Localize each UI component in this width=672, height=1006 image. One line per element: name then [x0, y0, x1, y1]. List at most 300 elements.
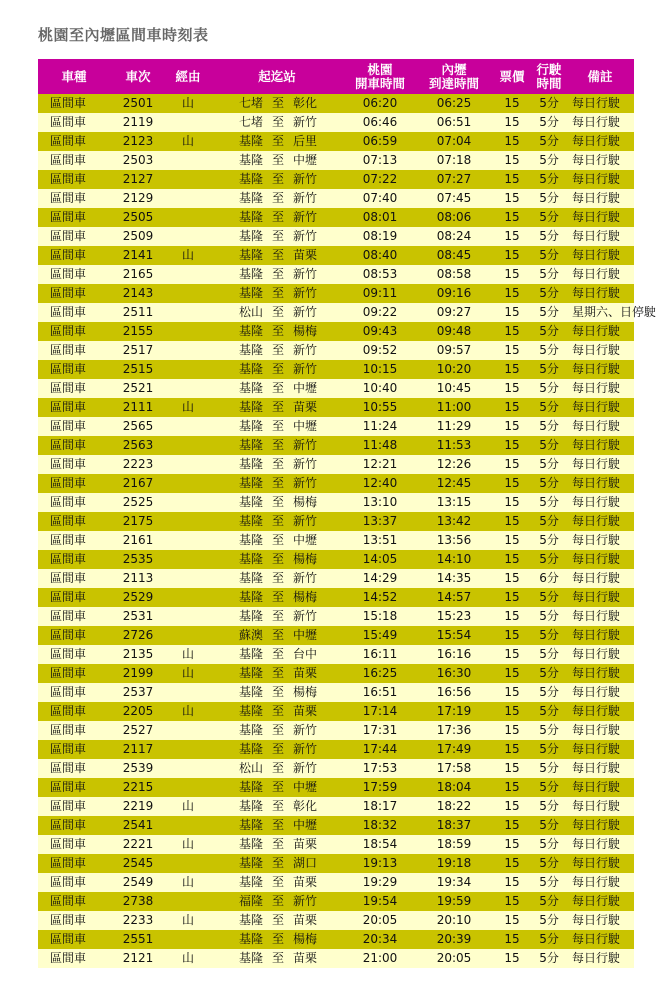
cell-fare: 15: [504, 856, 520, 870]
cell-duration: 5分: [539, 324, 559, 338]
cell-fare: 15: [504, 742, 520, 756]
cell-note: 每日行駛: [572, 628, 621, 642]
table-row: [38, 721, 634, 740]
cell-type: 區間車: [50, 818, 87, 832]
cell-separator: 至: [271, 742, 284, 756]
cell-from: 七堵: [238, 115, 263, 129]
cell-separator: 至: [271, 780, 284, 794]
cell-train-no: 2521: [122, 381, 154, 395]
cell-to: 楊梅: [293, 324, 318, 338]
cell-duration: 5分: [539, 932, 559, 946]
cell-via: 山: [181, 666, 194, 680]
cell-separator: 至: [271, 362, 284, 376]
cell-departure: 08:53: [362, 267, 398, 281]
cell-note: 每日行駛: [572, 742, 621, 756]
cell-via: [166, 930, 210, 949]
cell-via: [166, 417, 210, 436]
cell-train-no: 2551: [122, 932, 154, 946]
table-row: [38, 455, 634, 474]
cell-arrival: 17:58: [436, 761, 472, 775]
cell-via: [166, 626, 210, 645]
cell-arrival: 10:20: [436, 362, 472, 376]
cell-type: 區間車: [50, 533, 87, 547]
cell-separator: 至: [271, 495, 284, 509]
cell-departure: 19:13: [362, 856, 398, 870]
cell-duration: 5分: [539, 609, 559, 623]
cell-fare: 15: [504, 267, 520, 281]
cell-via: [166, 759, 210, 778]
cell-separator: 至: [271, 590, 284, 604]
cell-note: 每日行駛: [572, 932, 621, 946]
header-duration-line2: 時間: [536, 75, 562, 91]
cell-type: 區間車: [50, 894, 87, 908]
cell-departure: 14:05: [362, 552, 398, 566]
cell-departure: 10:55: [362, 400, 398, 414]
cell-note: 每日行駛: [572, 723, 621, 737]
cell-type: 區間車: [50, 305, 87, 319]
table-row: [38, 531, 634, 550]
cell-type: 區間車: [50, 96, 87, 110]
header-via: 經由: [175, 68, 201, 84]
header-row: [38, 59, 634, 94]
cell-type: 區間車: [50, 951, 87, 965]
cell-type: 區間車: [50, 799, 87, 813]
cell-arrival: 16:56: [436, 685, 472, 699]
cell-note: 每日行駛: [572, 210, 621, 224]
cell-from: 基隆: [238, 172, 263, 186]
cell-train-no: 2549: [122, 875, 154, 889]
cell-duration: 6分: [539, 571, 559, 585]
cell-duration: 5分: [539, 115, 559, 129]
cell-duration: 5分: [539, 761, 559, 775]
cell-separator: 至: [271, 419, 284, 433]
cell-from: 基隆: [238, 191, 263, 205]
cell-type: 區間車: [50, 552, 87, 566]
cell-arrival: 11:00: [436, 400, 472, 414]
header-fare: 票價: [499, 68, 525, 84]
cell-train-no: 2221: [122, 837, 154, 851]
cell-type: 區間車: [50, 343, 87, 357]
cell-type: 區間車: [50, 875, 87, 889]
cell-fare: 15: [504, 666, 520, 680]
table-row: [38, 835, 634, 854]
cell-fare: 15: [504, 400, 520, 414]
cell-departure: 08:19: [362, 229, 398, 243]
cell-arrival: 12:26: [436, 457, 472, 471]
cell-train-no: 2565: [122, 419, 154, 433]
cell-separator: 至: [271, 571, 284, 585]
cell-via: [166, 721, 210, 740]
cell-via: [166, 436, 210, 455]
cell-separator: 至: [271, 476, 284, 490]
header-duration: [532, 59, 566, 94]
cell-arrival: 20:10: [436, 913, 472, 927]
table-row: [38, 379, 634, 398]
cell-duration: 5分: [539, 362, 559, 376]
cell-duration: 5分: [539, 875, 559, 889]
cell-train-no: 2509: [122, 229, 154, 243]
table-row: [38, 664, 634, 683]
cell-duration: 5分: [539, 799, 559, 813]
cell-duration: 5分: [539, 856, 559, 870]
cell-arrival: 12:45: [436, 476, 472, 490]
cell-train-no: 2119: [122, 115, 154, 129]
cell-via: [166, 265, 210, 284]
table-row: [38, 170, 634, 189]
cell-train-no: 2531: [122, 609, 154, 623]
cell-duration: 5分: [539, 780, 559, 794]
table-row: [38, 493, 634, 512]
cell-separator: 至: [271, 514, 284, 528]
cell-separator: 至: [271, 229, 284, 243]
cell-type: 區間車: [50, 666, 87, 680]
cell-separator: 至: [271, 210, 284, 224]
cell-via: [166, 322, 210, 341]
cell-to: 新竹: [293, 267, 318, 281]
cell-train-no: 2529: [122, 590, 154, 604]
cell-separator: 至: [271, 856, 284, 870]
cell-train-no: 2537: [122, 685, 154, 699]
cell-from: 基隆: [238, 267, 263, 281]
table-row: [38, 398, 634, 417]
cell-fare: 15: [504, 609, 520, 623]
cell-from: 基隆: [238, 229, 263, 243]
cell-to: 新竹: [293, 571, 318, 585]
cell-train-no: 2503: [122, 153, 154, 167]
cell-to: 苗栗: [293, 248, 318, 262]
cell-from: 基隆: [238, 932, 263, 946]
cell-to: 新竹: [293, 305, 318, 319]
cell-from: 基隆: [238, 457, 263, 471]
cell-duration: 5分: [539, 229, 559, 243]
cell-train-no: 2525: [122, 495, 154, 509]
cell-note: 每日行駛: [572, 324, 621, 338]
cell-from: 松山: [238, 305, 263, 319]
cell-departure: 13:51: [362, 533, 398, 547]
cell-note: 每日行駛: [572, 400, 621, 414]
cell-from: 基隆: [238, 552, 263, 566]
cell-arrival: 06:25: [436, 96, 472, 110]
table-row: [38, 588, 634, 607]
cell-fare: 15: [504, 248, 520, 262]
cell-via: [166, 113, 210, 132]
cell-type: 區間車: [50, 248, 87, 262]
cell-type: 區間車: [50, 191, 87, 205]
cell-separator: 至: [271, 704, 284, 718]
cell-fare: 15: [504, 172, 520, 186]
cell-fare: 15: [504, 286, 520, 300]
cell-duration: 5分: [539, 248, 559, 262]
cell-duration: 5分: [539, 134, 559, 148]
cell-type: 區間車: [50, 400, 87, 414]
cell-duration: 5分: [539, 590, 559, 604]
cell-note: 每日行駛: [572, 666, 621, 680]
cell-fare: 15: [504, 818, 520, 832]
cell-to: 新竹: [293, 115, 318, 129]
cell-separator: 至: [271, 818, 284, 832]
cell-to: 新竹: [293, 457, 318, 471]
cell-departure: 20:05: [362, 913, 398, 927]
table-row: [38, 189, 634, 208]
cell-arrival: 14:10: [436, 552, 472, 566]
cell-note: 每日行駛: [572, 115, 621, 129]
cell-via: [166, 607, 210, 626]
cell-via: [166, 816, 210, 835]
cell-separator: 至: [271, 647, 284, 661]
cell-arrival: 07:27: [436, 172, 472, 186]
cell-train-no: 2535: [122, 552, 154, 566]
header-arrival: [416, 59, 492, 94]
table-row: [38, 474, 634, 493]
cell-departure: 11:48: [362, 438, 398, 452]
cell-arrival: 10:45: [436, 381, 472, 395]
cell-separator: 至: [271, 134, 284, 148]
cell-type: 區間車: [50, 267, 87, 281]
cell-from: 松山: [238, 761, 263, 775]
cell-fare: 15: [504, 305, 520, 319]
cell-departure: 18:32: [362, 818, 398, 832]
cell-to: 湖口: [293, 856, 318, 870]
table-row: [38, 930, 634, 949]
cell-to: 彰化: [293, 96, 318, 110]
table-row: [38, 151, 634, 170]
cell-fare: 15: [504, 590, 520, 604]
table-row: [38, 778, 634, 797]
cell-note: 每日行駛: [572, 248, 621, 262]
table-row: [38, 816, 634, 835]
cell-to: 苗栗: [293, 837, 318, 851]
header-duration-line1: 行駛: [536, 61, 562, 77]
cell-note: 每日行駛: [572, 286, 621, 300]
cell-from: 基隆: [238, 723, 263, 737]
cell-fare: 15: [504, 115, 520, 129]
cell-duration: 5分: [539, 267, 559, 281]
cell-type: 區間車: [50, 210, 87, 224]
cell-fare: 15: [504, 324, 520, 338]
table-row: [38, 873, 634, 892]
cell-departure: 19:29: [362, 875, 398, 889]
cell-note: 星期六、日停駛: [572, 305, 657, 319]
cell-type: 區間車: [50, 153, 87, 167]
cell-departure: 12:40: [362, 476, 398, 490]
cell-note: 每日行駛: [572, 818, 621, 832]
cell-to: 中壢: [293, 381, 318, 395]
cell-fare: 15: [504, 932, 520, 946]
cell-note: 每日行駛: [572, 590, 621, 604]
header-departure-line1: 桃園: [367, 61, 393, 77]
cell-note: 每日行駛: [572, 571, 621, 585]
cell-from: 基隆: [238, 571, 263, 585]
cell-duration: 5分: [539, 476, 559, 490]
table-row: [38, 759, 634, 778]
cell-to: 中壢: [293, 419, 318, 433]
cell-to: 新竹: [293, 191, 318, 205]
cell-separator: 至: [271, 400, 284, 414]
cell-from: 基隆: [238, 400, 263, 414]
table-row: [38, 645, 634, 664]
cell-departure: 14:52: [362, 590, 398, 604]
cell-note: 每日行駛: [572, 856, 621, 870]
table-row: [38, 94, 634, 113]
cell-via: 山: [181, 799, 194, 813]
cell-fare: 15: [504, 761, 520, 775]
table-row: [38, 246, 634, 265]
cell-via: 山: [181, 248, 194, 262]
cell-departure: 10:15: [362, 362, 398, 376]
cell-departure: 13:10: [362, 495, 398, 509]
cell-duration: 5分: [539, 343, 559, 357]
cell-train-no: 2165: [122, 267, 154, 281]
cell-from: 基隆: [238, 343, 263, 357]
cell-type: 區間車: [50, 172, 87, 186]
cell-from: 基隆: [238, 666, 263, 680]
cell-duration: 5分: [539, 666, 559, 680]
cell-arrival: 20:39: [436, 932, 472, 946]
cell-note: 每日行駛: [572, 457, 621, 471]
header-arrival-line2: 到達時間: [429, 75, 480, 91]
cell-to: 新竹: [293, 362, 318, 376]
cell-arrival: 08:45: [436, 248, 472, 262]
cell-type: 區間車: [50, 476, 87, 490]
cell-separator: 至: [271, 286, 284, 300]
cell-separator: 至: [271, 153, 284, 167]
cell-departure: 06:46: [362, 115, 398, 129]
cell-duration: 5分: [539, 495, 559, 509]
cell-note: 每日行駛: [572, 495, 621, 509]
cell-to: 中壢: [293, 153, 318, 167]
cell-to: 苗栗: [293, 875, 318, 889]
cell-type: 區間車: [50, 590, 87, 604]
cell-duration: 5分: [539, 419, 559, 433]
cell-train-no: 2219: [122, 799, 154, 813]
table-row: [38, 227, 634, 246]
cell-train-no: 2517: [122, 343, 154, 357]
timetable-body: [38, 94, 657, 968]
cell-type: 區間車: [50, 571, 87, 585]
cell-separator: 至: [271, 837, 284, 851]
cell-to: 中壢: [293, 533, 318, 547]
table-row: [38, 797, 634, 816]
cell-fare: 15: [504, 704, 520, 718]
cell-note: 每日行駛: [572, 951, 621, 965]
cell-fare: 15: [504, 362, 520, 376]
cell-type: 區間車: [50, 704, 87, 718]
cell-via: [166, 360, 210, 379]
cell-note: 每日行駛: [572, 913, 621, 927]
cell-fare: 15: [504, 837, 520, 851]
cell-via: [166, 778, 210, 797]
cell-duration: 5分: [539, 286, 559, 300]
cell-from: 基隆: [238, 799, 263, 813]
cell-fare: 15: [504, 229, 520, 243]
cell-arrival: 18:37: [436, 818, 472, 832]
header-type: 車種: [61, 68, 87, 84]
cell-via: [166, 569, 210, 588]
cell-arrival: 11:53: [436, 438, 472, 452]
cell-train-no: 2539: [122, 761, 154, 775]
cell-fare: 15: [504, 96, 520, 110]
cell-note: 每日行駛: [572, 153, 621, 167]
cell-duration: 5分: [539, 913, 559, 927]
cell-duration: 5分: [539, 723, 559, 737]
cell-arrival: 13:56: [436, 533, 472, 547]
cell-note: 每日行駛: [572, 362, 621, 376]
cell-fare: 15: [504, 894, 520, 908]
cell-to: 苗栗: [293, 704, 318, 718]
cell-from: 蘇澳: [238, 628, 263, 642]
cell-via: [166, 189, 210, 208]
cell-separator: 至: [271, 438, 284, 452]
header-train-no: 車次: [125, 68, 151, 84]
table-row: [38, 892, 634, 911]
cell-to: 新竹: [293, 210, 318, 224]
cell-arrival: 19:18: [436, 856, 472, 870]
cell-duration: 5分: [539, 400, 559, 414]
table-row: [38, 208, 634, 227]
cell-to: 新竹: [293, 723, 318, 737]
cell-note: 每日行駛: [572, 704, 621, 718]
cell-from: 基隆: [238, 134, 263, 148]
cell-to: 新竹: [293, 476, 318, 490]
cell-separator: 至: [271, 723, 284, 737]
cell-duration: 5分: [539, 628, 559, 642]
table-row: [38, 360, 634, 379]
cell-note: 每日行駛: [572, 438, 621, 452]
header-note: 備註: [587, 68, 613, 84]
cell-departure: 09:52: [362, 343, 398, 357]
cell-train-no: 2135: [122, 647, 154, 661]
cell-from: 基隆: [238, 362, 263, 376]
header-departure-line2: 開車時間: [355, 75, 406, 91]
table-row: [38, 569, 634, 588]
table-row: [38, 341, 634, 360]
cell-to: 楊梅: [293, 590, 318, 604]
cell-via: [166, 379, 210, 398]
cell-type: 區間車: [50, 628, 87, 642]
cell-fare: 15: [504, 533, 520, 547]
cell-fare: 15: [504, 381, 520, 395]
cell-type: 區間車: [50, 134, 87, 148]
cell-via: 山: [181, 951, 194, 965]
cell-fare: 15: [504, 210, 520, 224]
cell-duration: 5分: [539, 685, 559, 699]
cell-from: 基隆: [238, 210, 263, 224]
table-row: [38, 303, 634, 322]
cell-arrival: 14:57: [436, 590, 472, 604]
cell-train-no: 2233: [122, 913, 154, 927]
cell-from: 基隆: [238, 818, 263, 832]
cell-departure: 06:59: [362, 134, 398, 148]
cell-fare: 15: [504, 685, 520, 699]
cell-from: 基隆: [238, 153, 263, 167]
cell-separator: 至: [271, 875, 284, 889]
cell-departure: 13:37: [362, 514, 398, 528]
cell-to: 后里: [293, 134, 318, 148]
cell-train-no: 2127: [122, 172, 154, 186]
cell-separator: 至: [271, 628, 284, 642]
cell-arrival: 09:16: [436, 286, 472, 300]
cell-via: [166, 151, 210, 170]
cell-separator: 至: [271, 609, 284, 623]
cell-departure: 17:44: [362, 742, 398, 756]
cell-fare: 15: [504, 495, 520, 509]
table-row: [38, 132, 634, 151]
cell-arrival: 08:24: [436, 229, 472, 243]
cell-to: 新竹: [293, 172, 318, 186]
cell-type: 區間車: [50, 780, 87, 794]
cell-separator: 至: [271, 343, 284, 357]
cell-type: 區間車: [50, 723, 87, 737]
